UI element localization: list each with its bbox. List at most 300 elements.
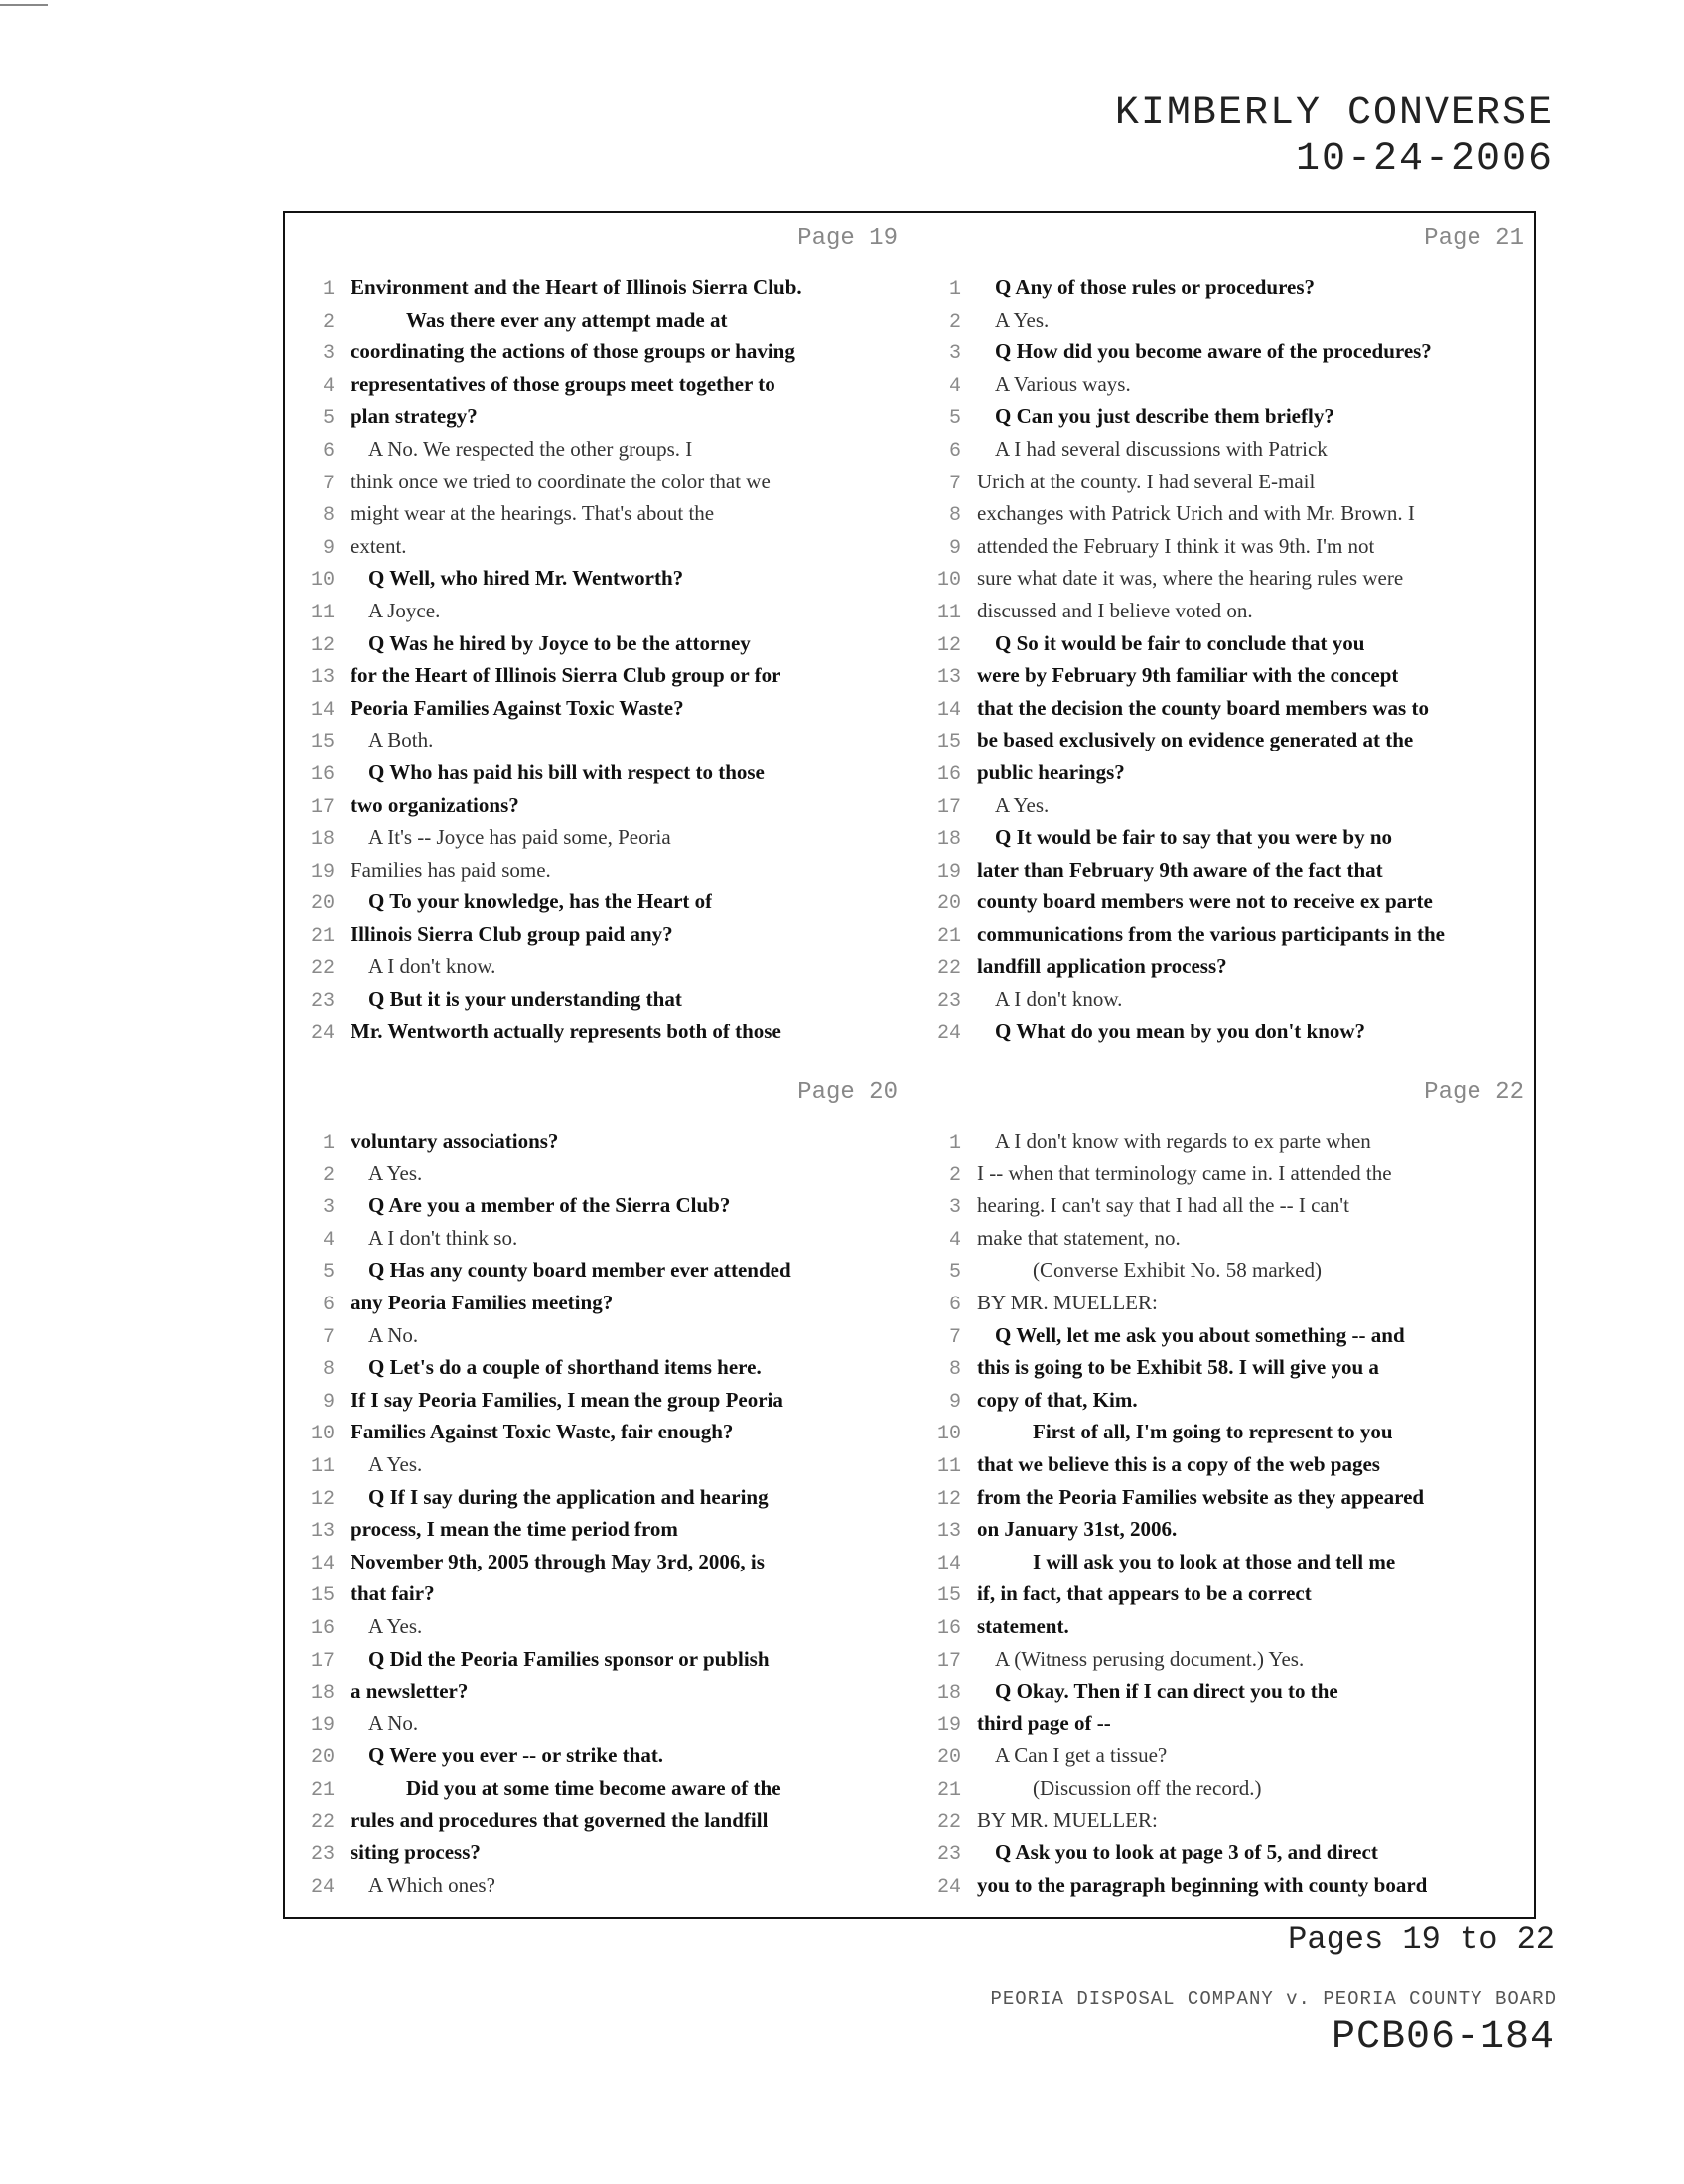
line-number: 2 <box>322 310 335 334</box>
transcript-line <box>912 1158 1538 1190</box>
transcript-line <box>285 789 912 822</box>
transcript-line <box>912 400 1538 433</box>
transcript-line <box>285 627 912 660</box>
transcript-line <box>285 368 912 401</box>
line-number: 3 <box>322 1196 335 1220</box>
line-number: 19 <box>936 1713 961 1737</box>
line-number: 12 <box>310 633 335 657</box>
line-number: 5 <box>322 1261 335 1285</box>
transcript-line <box>912 1287 1538 1319</box>
line-number: 8 <box>322 504 335 528</box>
line-text: A (Witness perusing document.) Yes. <box>995 1646 1305 1671</box>
line-text: A Yes. <box>368 1160 423 1185</box>
line-text: sure what date it was, where the hearing rules were <box>977 566 1404 591</box>
transcript-line <box>912 466 1538 498</box>
transcript-line <box>912 692 1538 725</box>
line-text: Q So it would be fair to conclude that you <box>995 630 1365 655</box>
transcript-line <box>912 336 1538 368</box>
line-text: Environment and the Heart of Illinois Sierra Club. <box>351 275 802 299</box>
line-text: two organizations? <box>351 792 519 817</box>
page-panel <box>912 213 1538 1067</box>
case-name: PEORIA DISPOSAL COMPANY v. PEORIA COUNTY BOARD <box>990 1988 1557 2010</box>
transcript-line <box>912 1643 1538 1676</box>
line-text: voluntary associations? <box>351 1129 559 1153</box>
line-text: exchanges with Patrick Urich and with Mr. Brown. I <box>977 501 1415 526</box>
line-text: If I say Peoria Families, I mean the group Peoria <box>351 1387 783 1412</box>
transcript-line <box>912 304 1538 337</box>
transcript-line <box>912 368 1538 401</box>
line-number: 17 <box>310 795 335 819</box>
line-text: Q Has any county board member ever attended <box>368 1258 791 1283</box>
transcript-line <box>285 1254 912 1287</box>
line-text: attended the February I think it was 9th. I'm not <box>977 533 1375 558</box>
transcript-line <box>285 1319 912 1352</box>
line-text: hearing. I can't say that I had all the -- I can't <box>977 1193 1349 1218</box>
transcript-line <box>912 821 1538 854</box>
transcript-line <box>912 1577 1538 1610</box>
transcript-line <box>912 1351 1538 1384</box>
line-number: 5 <box>948 407 961 431</box>
line-number: 8 <box>948 504 961 528</box>
line-number: 21 <box>936 924 961 948</box>
page-panel <box>912 1067 1538 1921</box>
line-number: 7 <box>948 1325 961 1349</box>
line-number: 10 <box>936 569 961 593</box>
page-label: Page 21 <box>1424 225 1524 252</box>
line-number: 9 <box>948 1390 961 1414</box>
line-text: A Yes. <box>368 1613 423 1638</box>
transcript-line <box>285 821 912 854</box>
line-text: A Yes. <box>368 1451 423 1476</box>
line-number: 12 <box>936 633 961 657</box>
scan-mark <box>0 4 48 6</box>
line-text: county board members were not to receive ex parte <box>977 889 1433 914</box>
line-number: 18 <box>936 828 961 852</box>
deposition-date: 10-24-2006 <box>1295 137 1554 182</box>
line-text: landfill application process? <box>977 954 1227 979</box>
line-number: 6 <box>322 439 335 463</box>
transcript-line <box>912 627 1538 660</box>
line-text: Q Okay. Then if I can direct you to the <box>995 1679 1338 1704</box>
line-text: A I had several discussions with Patrick <box>995 436 1328 461</box>
transcript-line <box>285 918 912 951</box>
transcript-line <box>912 1481 1538 1514</box>
line-number: 22 <box>936 1811 961 1835</box>
line-text: BY MR. MUELLER: <box>977 1808 1158 1833</box>
line-text: A No. <box>368 1710 419 1735</box>
line-number: 3 <box>948 342 961 366</box>
transcript-line <box>912 1319 1538 1352</box>
page-label: Page 22 <box>1424 1079 1524 1106</box>
line-number: 6 <box>948 1293 961 1316</box>
line-text: third page of -- <box>977 1710 1111 1735</box>
line-number: 20 <box>310 1746 335 1770</box>
line-text: Q It would be fair to say that you were by no <box>995 825 1392 850</box>
line-text: A I don't know with regards to ex parte when <box>995 1129 1371 1153</box>
line-number: 14 <box>310 698 335 722</box>
line-number: 18 <box>310 1682 335 1706</box>
line-number: 1 <box>948 278 961 301</box>
transcript-line <box>285 886 912 918</box>
line-text: A No. We respected the other groups. I <box>368 436 693 461</box>
line-list <box>912 271 1538 1047</box>
transcript-line <box>912 1416 1538 1448</box>
line-text: think once we tried to coordinate the color that we <box>351 469 771 493</box>
transcript-line <box>285 433 912 466</box>
line-text: be based exclusively on evidence generated at the <box>977 728 1414 752</box>
transcript-line <box>285 724 912 756</box>
line-text: a newsletter? <box>351 1679 469 1704</box>
line-text: Q If I say during the application and hearing <box>368 1484 769 1509</box>
line-text: November 9th, 2005 through May 3rd, 2006, is <box>351 1549 765 1573</box>
line-number: 4 <box>948 374 961 398</box>
line-number: 24 <box>310 1022 335 1045</box>
line-text: any Peoria Families meeting? <box>351 1290 614 1314</box>
transcript-line <box>285 1222 912 1255</box>
transcript-line <box>912 1869 1538 1902</box>
transcript-line <box>912 1189 1538 1222</box>
line-text: A No. <box>368 1322 419 1347</box>
line-text: rules and procedures that governed the landfill <box>351 1808 769 1833</box>
line-number: 21 <box>310 1778 335 1802</box>
line-text: Q What do you mean by you don't know? <box>995 1019 1366 1043</box>
line-number: 15 <box>936 731 961 754</box>
transcript-line <box>285 1577 912 1610</box>
transcript-line <box>285 1189 912 1222</box>
page-panel <box>285 213 912 1067</box>
line-text: representatives of those groups meet together to <box>351 371 775 396</box>
line-text: A Various ways. <box>995 371 1131 396</box>
line-text: communications from the various participants in the <box>977 921 1445 946</box>
transcript-line <box>912 1384 1538 1417</box>
line-text: A Which ones? <box>368 1872 495 1897</box>
transcript-line <box>285 1125 912 1158</box>
line-number: 11 <box>936 601 961 624</box>
line-text: Q Let's do a couple of shorthand items here. <box>368 1355 762 1380</box>
line-text: plan strategy? <box>351 404 478 429</box>
transcript-line <box>912 497 1538 530</box>
line-number: 1 <box>948 1132 961 1155</box>
line-number: 17 <box>310 1649 335 1673</box>
transcript-line <box>285 1869 912 1902</box>
line-text: A I don't know. <box>995 987 1123 1012</box>
line-number: 24 <box>936 1022 961 1045</box>
transcript-line <box>912 1448 1538 1481</box>
transcript-line <box>285 659 912 692</box>
transcript-line <box>912 1739 1538 1772</box>
line-number: 18 <box>936 1682 961 1706</box>
line-number: 13 <box>936 1520 961 1544</box>
page-label: Page 19 <box>797 225 898 252</box>
line-text: Was there ever any attempt made at <box>406 307 728 332</box>
transcript-line <box>912 854 1538 887</box>
line-text: Q Who has paid his bill with respect to those <box>368 759 765 784</box>
pages-range: Pages 19 to 22 <box>1288 1921 1555 1958</box>
line-text: this is going to be Exhibit 58. I will give you a <box>977 1355 1379 1380</box>
line-number: 22 <box>936 957 961 981</box>
line-number: 24 <box>310 1875 335 1899</box>
transcript-line <box>912 950 1538 983</box>
transcript-line <box>285 756 912 789</box>
line-text: you to the paragraph beginning with county board <box>977 1872 1428 1897</box>
line-text: Q Ask you to look at page 3 of 5, and direct <box>995 1841 1378 1865</box>
transcript-line <box>285 1772 912 1805</box>
line-list <box>285 1125 912 1901</box>
transcript-line <box>912 1546 1538 1578</box>
line-number: 19 <box>310 860 335 884</box>
line-text: A I don't know. <box>368 954 496 979</box>
line-text: I -- when that terminology came in. I attended the <box>977 1160 1392 1185</box>
line-number: 22 <box>310 957 335 981</box>
line-number: 6 <box>948 439 961 463</box>
transcript-line <box>912 886 1538 918</box>
transcript-line <box>285 497 912 530</box>
line-text: Q Did the Peoria Families sponsor or publish <box>368 1646 770 1671</box>
line-number: 17 <box>936 1649 961 1673</box>
line-text: copy of that, Kim. <box>977 1387 1138 1412</box>
line-number: 14 <box>936 698 961 722</box>
line-text: process, I mean the time period from <box>351 1517 678 1542</box>
line-text: from the Peoria Families website as they appeared <box>977 1484 1425 1509</box>
line-text: Families has paid some. <box>351 857 551 882</box>
transcript-line <box>285 530 912 563</box>
line-text: Q Any of those rules or procedures? <box>995 275 1316 299</box>
transcript-line <box>912 1675 1538 1707</box>
transcript-line <box>912 595 1538 627</box>
line-number: 8 <box>948 1358 961 1382</box>
line-number: 10 <box>310 569 335 593</box>
transcript-line <box>912 1772 1538 1805</box>
line-text: A I don't think so. <box>368 1225 518 1250</box>
line-number: 15 <box>936 1584 961 1608</box>
line-text: were by February 9th familiar with the concept <box>977 663 1399 688</box>
line-number: 7 <box>948 472 961 495</box>
line-text: Q Are you a member of the Sierra Club? <box>368 1193 731 1218</box>
line-list <box>285 271 912 1047</box>
line-text: (Discussion off the record.) <box>1033 1775 1262 1800</box>
line-number: 12 <box>310 1487 335 1511</box>
line-number: 23 <box>936 990 961 1014</box>
transcript-line <box>285 1643 912 1676</box>
line-number: 10 <box>310 1423 335 1446</box>
transcript-line <box>912 659 1538 692</box>
transcript-line <box>912 1513 1538 1546</box>
line-text: statement. <box>977 1613 1069 1638</box>
transcript-line <box>285 1481 912 1514</box>
line-number: 16 <box>936 762 961 786</box>
transcript-line <box>285 1416 912 1448</box>
transcript-line <box>912 1125 1538 1158</box>
line-text: later than February 9th aware of the fact that <box>977 857 1383 882</box>
transcript-line <box>285 1384 912 1417</box>
transcript-line <box>285 1158 912 1190</box>
transcript-line <box>912 789 1538 822</box>
line-text: Peoria Families Against Toxic Waste? <box>351 695 684 720</box>
line-text: Q Well, who hired Mr. Wentworth? <box>368 566 684 591</box>
line-number: 20 <box>936 892 961 916</box>
line-number: 11 <box>310 601 335 624</box>
line-text: A Joyce. <box>368 598 441 622</box>
transcript-line <box>912 1254 1538 1287</box>
line-number: 9 <box>322 1390 335 1414</box>
line-text: extent. <box>351 533 407 558</box>
line-number: 15 <box>310 1584 335 1608</box>
line-text: Q But it is your understanding that <box>368 987 682 1012</box>
line-text: make that statement, no. <box>977 1225 1181 1250</box>
line-text: Q Were you ever -- or strike that. <box>368 1743 664 1768</box>
line-number: 1 <box>322 1132 335 1155</box>
line-number: 11 <box>310 1454 335 1478</box>
line-number: 3 <box>322 342 335 366</box>
line-number: 10 <box>936 1423 961 1446</box>
transcript-line <box>285 271 912 304</box>
line-text: Illinois Sierra Club group paid any? <box>351 921 673 946</box>
line-text: BY MR. MUELLER: <box>977 1290 1158 1314</box>
line-number: 5 <box>948 1261 961 1285</box>
transcript-line <box>912 983 1538 1016</box>
line-number: 23 <box>936 1843 961 1867</box>
transcript-line <box>912 562 1538 595</box>
transcript-line <box>285 562 912 595</box>
line-number: 4 <box>322 374 335 398</box>
transcript-line <box>285 595 912 627</box>
line-number: 4 <box>948 1228 961 1252</box>
line-number: 22 <box>310 1811 335 1835</box>
line-text: Q To your knowledge, has the Heart of <box>368 889 713 914</box>
transcript-line <box>912 1222 1538 1255</box>
transcript-frame <box>283 211 1536 1919</box>
transcript-line <box>285 1351 912 1384</box>
line-number: 19 <box>310 1713 335 1737</box>
line-text: siting process? <box>351 1841 481 1865</box>
transcript-line <box>912 1837 1538 1869</box>
line-number: 23 <box>310 990 335 1014</box>
transcript-line <box>285 1707 912 1740</box>
line-text: that we believe this is a copy of the web pages <box>977 1451 1380 1476</box>
line-text: Urich at the county. I had several E-mail <box>977 469 1316 493</box>
line-text: I will ask you to look at those and tell me <box>1033 1549 1396 1573</box>
line-number: 18 <box>310 828 335 852</box>
line-text: on January 31st, 2006. <box>977 1517 1178 1542</box>
transcript-line <box>285 1513 912 1546</box>
line-number: 9 <box>322 536 335 560</box>
line-number: 13 <box>310 1520 335 1544</box>
line-number: 7 <box>322 472 335 495</box>
line-number: 2 <box>322 1163 335 1187</box>
transcript-line <box>912 1610 1538 1643</box>
transcript-line <box>285 854 912 887</box>
page-panel <box>285 1067 912 1921</box>
line-number: 21 <box>936 1778 961 1802</box>
line-number: 19 <box>936 860 961 884</box>
line-number: 16 <box>310 1616 335 1640</box>
line-text: that the decision the county board members was to <box>977 695 1429 720</box>
line-number: 17 <box>936 795 961 819</box>
transcript-line <box>285 400 912 433</box>
line-number: 4 <box>322 1228 335 1252</box>
transcript-line <box>912 918 1538 951</box>
line-list <box>912 1125 1538 1901</box>
line-number: 21 <box>310 924 335 948</box>
transcript-line <box>285 1610 912 1643</box>
transcript-line <box>285 466 912 498</box>
transcript-line <box>285 1837 912 1869</box>
line-number: 2 <box>948 1163 961 1187</box>
transcript-line <box>285 304 912 337</box>
line-number: 23 <box>310 1843 335 1867</box>
line-text: (Converse Exhibit No. 58 marked) <box>1033 1258 1323 1283</box>
line-text: A Yes. <box>995 307 1050 332</box>
line-text: A Can I get a tissue? <box>995 1743 1168 1768</box>
line-number: 13 <box>936 666 961 690</box>
transcript-line <box>285 1287 912 1319</box>
line-number: 14 <box>310 1552 335 1575</box>
line-number: 5 <box>322 407 335 431</box>
line-number: 20 <box>936 1746 961 1770</box>
transcript-line <box>285 1016 912 1048</box>
case-number: PCB06-184 <box>1331 2015 1555 2060</box>
line-number: 15 <box>310 731 335 754</box>
line-number: 16 <box>310 762 335 786</box>
transcript-line <box>285 1448 912 1481</box>
line-number: 24 <box>936 1875 961 1899</box>
transcript-line <box>912 271 1538 304</box>
line-number: 2 <box>948 310 961 334</box>
transcript-line <box>285 692 912 725</box>
transcript-line <box>912 530 1538 563</box>
line-text: public hearings? <box>977 759 1125 784</box>
transcript-line <box>285 1804 912 1837</box>
transcript-line <box>285 1739 912 1772</box>
page-label: Page 20 <box>797 1079 898 1106</box>
transcript-line <box>912 724 1538 756</box>
line-number: 7 <box>322 1325 335 1349</box>
transcript-line <box>912 756 1538 789</box>
line-text: A It's -- Joyce has paid some, Peoria <box>368 825 671 850</box>
line-number: 9 <box>948 536 961 560</box>
line-number: 14 <box>936 1552 961 1575</box>
line-text: might wear at the hearings. That's about the <box>351 501 715 526</box>
line-text: A Yes. <box>995 792 1050 817</box>
line-number: 11 <box>936 1454 961 1478</box>
transcript-line <box>285 950 912 983</box>
line-text: Q Can you just describe them briefly? <box>995 404 1334 429</box>
line-text: Families Against Toxic Waste, fair enough? <box>351 1420 734 1444</box>
line-text: First of all, I'm going to represent to you <box>1033 1420 1393 1444</box>
line-text: for the Heart of Illinois Sierra Club group or for <box>351 663 781 688</box>
line-number: 3 <box>948 1196 961 1220</box>
deponent-name: KIMBERLY CONVERSE <box>1114 91 1554 136</box>
transcript-line <box>285 1675 912 1707</box>
line-text: A Both. <box>368 728 434 752</box>
transcript-line <box>912 1016 1538 1048</box>
transcript-line <box>285 336 912 368</box>
line-text: discussed and I believe voted on. <box>977 598 1253 622</box>
line-number: 8 <box>322 1358 335 1382</box>
transcript-line <box>285 1546 912 1578</box>
line-text: coordinating the actions of those groups or having <box>351 340 795 364</box>
line-number: 20 <box>310 892 335 916</box>
line-number: 12 <box>936 1487 961 1511</box>
line-text: that fair? <box>351 1581 435 1606</box>
line-number: 6 <box>322 1293 335 1316</box>
line-text: Mr. Wentworth actually represents both of those <box>351 1019 781 1043</box>
line-text: Did you at some time become aware of the <box>406 1775 781 1800</box>
transcript-line <box>912 1804 1538 1837</box>
transcript-line <box>912 433 1538 466</box>
transcript-line <box>912 1707 1538 1740</box>
transcript-line <box>285 983 912 1016</box>
